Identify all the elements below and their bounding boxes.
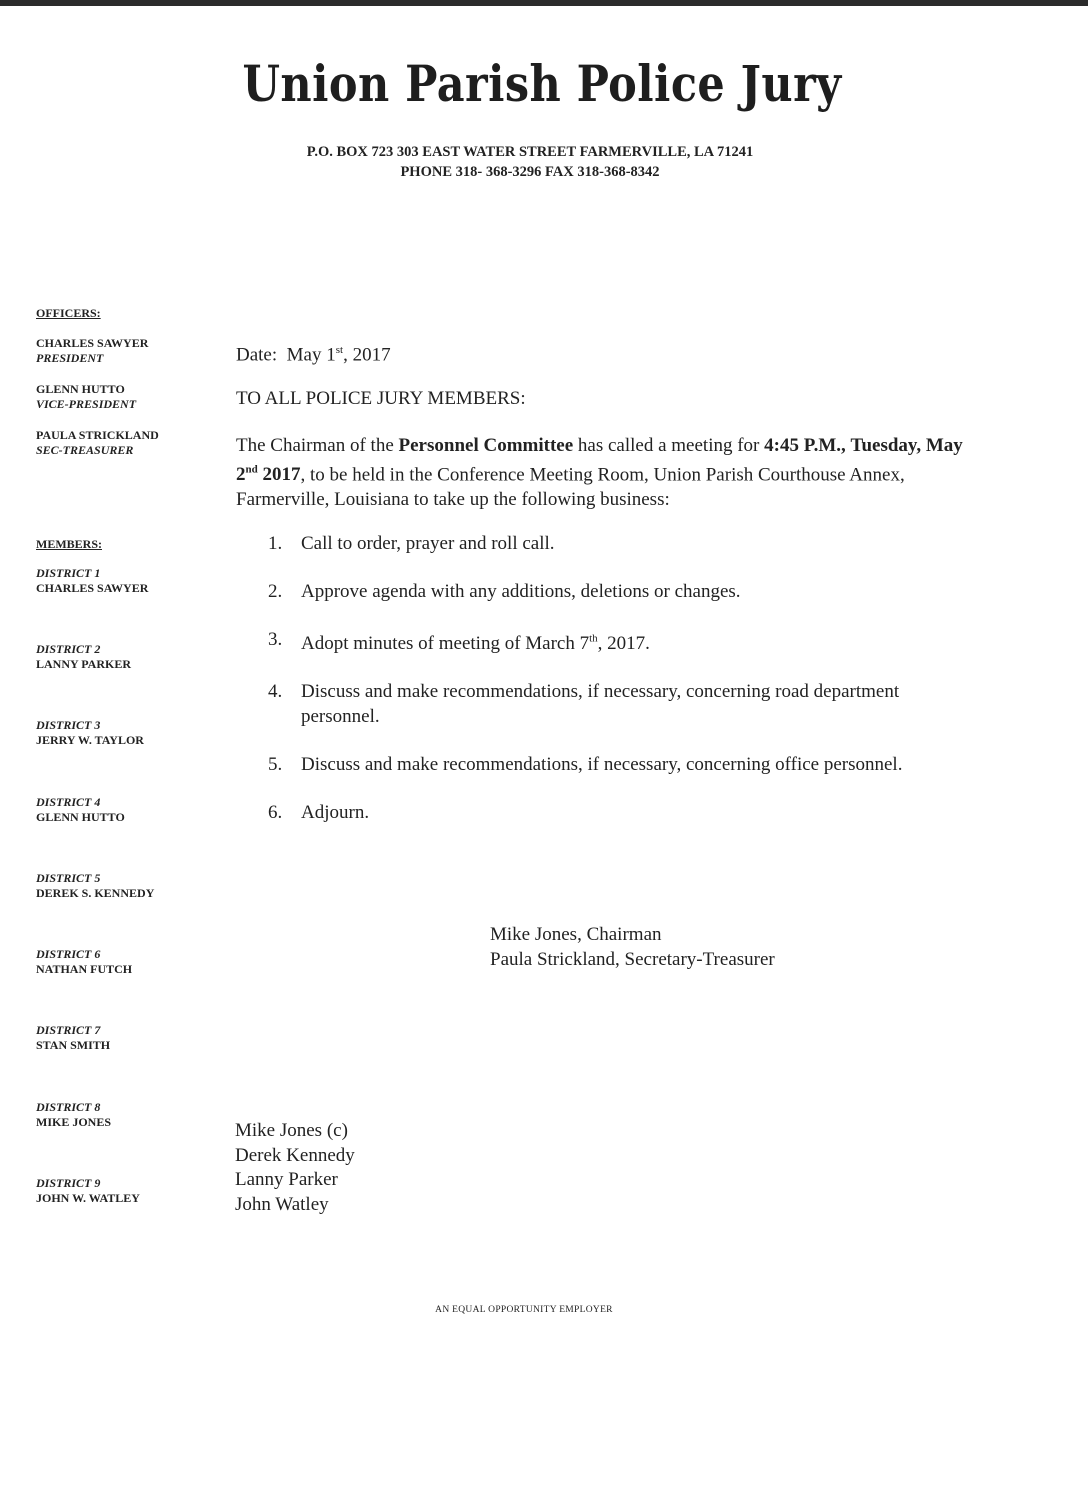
agenda-number: 6. xyxy=(268,802,283,824)
scan-top-edge xyxy=(0,0,1088,6)
agenda-item xyxy=(268,531,908,556)
cc-name: Lanny Parker xyxy=(235,1169,338,1190)
agenda-number: 1. xyxy=(268,533,283,554)
member-entry xyxy=(36,718,144,748)
agenda-item xyxy=(268,679,908,729)
member-name: NATHAN FUTCH xyxy=(36,962,133,976)
member-name: STAN SMITH xyxy=(36,1038,111,1052)
agenda-item xyxy=(268,627,908,656)
member-entry xyxy=(36,947,132,977)
member-district: DISTRICT 1 xyxy=(36,566,101,580)
footer-equal-opportunity: AN EQUAL OPPORTUNITY EMPLOYER xyxy=(435,1305,613,1315)
agenda-item xyxy=(268,800,908,825)
agenda-number: 3. xyxy=(268,629,283,650)
member-district: DISTRICT 7 xyxy=(36,1023,101,1037)
member-entry xyxy=(36,1023,110,1053)
date-suffix: st xyxy=(335,344,344,356)
agenda-number: 5. xyxy=(268,754,283,776)
intro-paragraph: The Chairman of the Personnel Committee has called a meeting for 4:45 P.M., Tuesday, May 2nd 2017, to be held in the Conference Meeting Room, Union Parish Courthouse Annex, Farmerville, Louisiana to take up the following business: xyxy=(236,435,963,511)
secretary-signature: Paula Strickland, Secretary-Treasurer xyxy=(490,949,775,970)
member-entry xyxy=(36,566,148,596)
member-district: DISTRICT 8 xyxy=(36,1100,101,1114)
agenda-number: 4. xyxy=(268,681,283,703)
agenda-text: Discuss and make recommendations, if necessary, concerning road department personnel. xyxy=(301,681,900,728)
member-name: JERRY W. TAYLOR xyxy=(36,733,144,747)
date-year: , 2017 xyxy=(343,344,391,366)
letterhead-phone-fax: PHONE 318- 368-3296 FAX 318-368-8342 xyxy=(400,164,660,180)
member-district: DISTRICT 3 xyxy=(36,718,101,732)
meeting-day: Tuesday, May 2nd 2017 xyxy=(236,435,963,486)
officers-heading: OFFICERS: xyxy=(36,306,101,320)
agenda-text: Call to order, prayer and roll call. xyxy=(301,533,555,554)
agenda-text: Approve agenda with any additions, deletions or changes. xyxy=(301,581,741,602)
member-district: DISTRICT 5 xyxy=(36,871,101,885)
agenda-list xyxy=(268,531,908,825)
date-label: Date: xyxy=(236,344,278,366)
cc-list xyxy=(235,1119,355,1217)
member-entry xyxy=(36,871,154,901)
officer-name: CHARLES SAWYER xyxy=(36,336,149,350)
agenda-text: Adopt minutes of meeting of March 7th, 2017. xyxy=(301,633,650,655)
member-district: DISTRICT 6 xyxy=(36,947,101,961)
member-entry xyxy=(36,1100,111,1130)
members-heading: MEMBERS: xyxy=(36,537,102,551)
member-entry xyxy=(36,1176,140,1206)
signature-block xyxy=(490,922,775,972)
officer-role: PRESIDENT xyxy=(36,351,104,365)
member-name: GLENN HUTTO xyxy=(36,810,125,824)
committee-name: Personnel Committee xyxy=(398,435,574,456)
member-entry xyxy=(36,795,125,825)
member-district: DISTRICT 4 xyxy=(36,795,101,809)
cc-name: Mike Jones (c) xyxy=(235,1120,348,1141)
member-name: CHARLES SAWYER xyxy=(36,581,149,595)
officer-role: SEC-TREASURER xyxy=(36,443,134,457)
agenda-number: 2. xyxy=(268,581,283,602)
member-name: LANNY PARKER xyxy=(36,657,131,671)
letterhead-title: Union Parish Police Jury xyxy=(242,54,842,113)
member-name: DEREK S. KENNEDY xyxy=(36,886,155,900)
member-entry xyxy=(36,642,131,672)
member-district: DISTRICT 9 xyxy=(36,1176,101,1190)
letter-date xyxy=(236,338,391,367)
date-value: May 1 xyxy=(286,344,336,366)
cc-name: John Watley xyxy=(235,1193,329,1215)
chairman-signature: Mike Jones, Chairman xyxy=(490,924,662,945)
agenda-item xyxy=(268,579,908,604)
member-district: DISTRICT 2 xyxy=(36,642,101,656)
member-name: JOHN W. WATLEY xyxy=(36,1191,140,1205)
agenda-text: Discuss and make recommendations, if necessary, concerning office personnel. xyxy=(301,754,903,776)
officer-entry xyxy=(36,428,159,458)
agenda-item xyxy=(268,752,908,777)
member-name: MIKE JONES xyxy=(36,1115,112,1129)
meeting-time: 4:45 P.M., xyxy=(764,435,846,456)
letterhead-address: P.O. BOX 723 303 EAST WATER STREET FARMERVILLE, LA 71241 xyxy=(306,144,754,160)
salutation: TO ALL POLICE JURY MEMBERS: xyxy=(236,388,526,409)
cc-name: Derek Kennedy xyxy=(235,1144,355,1166)
officer-name: GLENN HUTTO xyxy=(36,382,125,396)
agenda-text: Adjourn. xyxy=(301,802,370,824)
officer-entry xyxy=(36,336,148,366)
officer-entry xyxy=(36,382,136,412)
officer-role: VICE-PRESIDENT xyxy=(36,397,137,411)
officer-name: PAULA STRICKLAND xyxy=(36,428,159,442)
